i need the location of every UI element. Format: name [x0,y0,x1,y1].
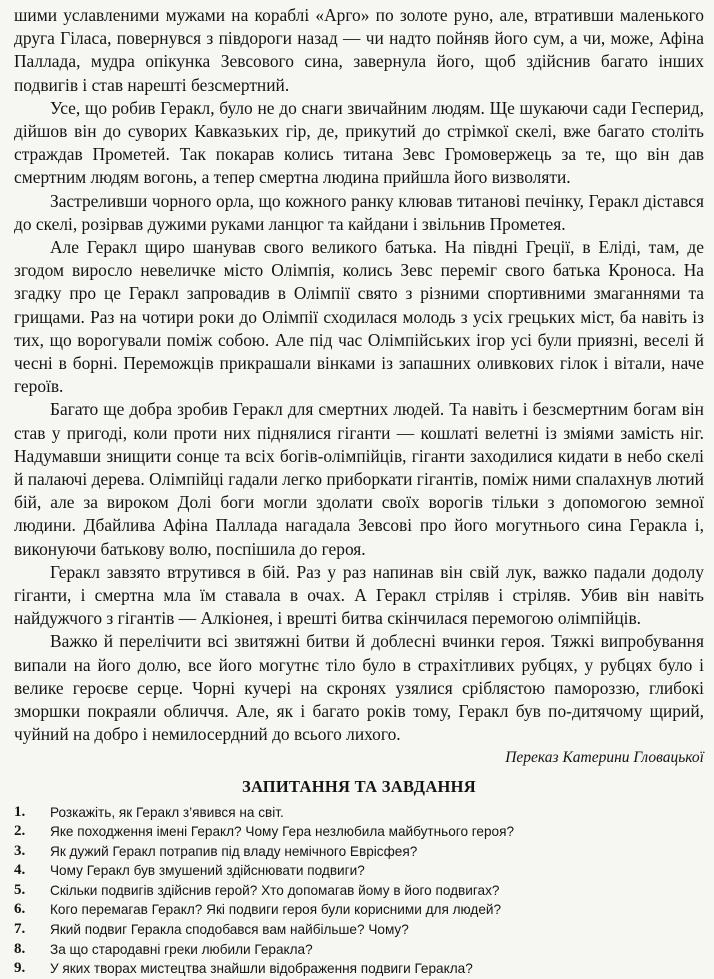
paragraph: Застреливши чорного орла, що кожного ранку клював титанові печінку, Геракл дістався до скелі, розірвав дужими руками ланцюг та кайдани і звільнив Прометея. [14,190,704,234]
section-title: ЗАПИТАННЯ ТА ЗАВДАННЯ [241,776,477,796]
question-number: 4. [14,862,26,879]
question-number: 8. [14,940,26,957]
question-number: 3. [14,842,26,859]
paragraph: Усе, що робив Геракл, було не до снаги звичайним людям. Ще шукаючи сади Гесперид, дійшов він до суворих Кавказьких гір, де, прикутий до стрімкої скелі, вже багато століть страждав Прометей. Так покарав колись титана Зевс Громовержець за те, що він дав смертним людям вогонь, а тепер смертна людина прийшла його визволяти. [14,97,704,188]
paragraph: Важко й перелічити всі звитяжні битви й доблесні вчинки героя. Тяжкі випробування випали на його долю, все його могутнє тіло було в страхітливих рубцях, у рубцях було і велике героєве серце. Чорні кучері на скронях узялися сріблястою памороззю, глибокі зморшки покраяли обличчя. Але, як і багато років тому, Геракл був по-дитячому щирий, чуйний на добро і немилосердний до всього лихого. [14,631,704,745]
question-text: Скільки подвигів здійснив герой? Хто допомагав йому в його подвигах? [50,882,500,898]
question-number: 6. [14,901,26,918]
list-item [14,959,704,979]
question-number: 5. [14,881,26,898]
question-number: 9. [14,960,26,977]
questions-list [14,803,704,979]
list-item [14,940,704,960]
question-text: Як дужий Геракл потрапив під владу немічного Еврісфея? [50,843,418,859]
question-text: Кого перемагав Геракл? Які подвиги героя були корисними для людей? [50,902,502,918]
list-item [14,920,704,940]
paragraph: Але Геракл щиро шанував свого великого батька. На півдні Греції, в Еліді, там, де згодом виросло невеличке місто Олімпія, колись Зевс переміг свого батька Кроноса. На згадку про це Геракл запровадив в Олімпії свято з різними спортивними змаганнями та грищами. Раз на чотири роки до Олімпії сходилася молодь з усіх грецьких міст, ба навіть із тих, що ворогували поміж собою. Але під час Олімпійських ігор усі були приязні, веселі й чесні в борні. Переможців прикрашали вінками із запашних оливкових гілок і вітали, наче героїв. [14,237,704,397]
question-number: 2. [14,823,26,840]
list-item [14,822,704,842]
question-number: 1. [14,803,26,820]
attribution: Переказ Катерини Гловацької [505,748,704,766]
question-text: Який подвиг Геракла сподобався вам найбільше? Чому? [50,922,409,938]
list-item [14,803,704,823]
question-text: Чому Геракл був змушений здійснювати подвиги? [50,863,365,879]
list-item [14,861,704,881]
story-text [14,4,704,747]
list-item [14,842,704,862]
question-text: У яких творах мистецтва знайшли відображення подвиги Геракла? [50,961,473,977]
question-text: За що стародавні греки любили Геракла? [50,941,313,957]
list-item [14,900,704,920]
question-number: 7. [14,921,26,938]
question-text: Яке походження імені Геракл? Чому Гера незлюбила майбутнього героя? [50,824,515,840]
paragraph: Геракл завзято втрутився в бій. Раз у раз напинав він свій лук, важко падали додолу гіганти, і смертна мла їм ставала в очах. А Геракл стріляв і стріляв. Убив він навіть найдужчого з гігантів — Алкіонея, і врешті битва скінчилася перемогою олімпійців. [14,561,704,629]
paragraph: шими уславленими мужами на кораблі «Арго» по золоте руно, але, втративши маленького друга Гіласа, повернувся з півдороги назад — чи надто пойняв його сум, а чи, може, Афіна Паллада, мудра опікунка Зевсового сина, завернула його, щоб здійснив багато інших подвигів і став нарешті безсмертний. [14,5,704,95]
list-item [14,881,704,901]
question-text: Розкажіть, як Геракл з’явився на світ. [50,804,284,820]
paragraph: Багато ще добра зробив Геракл для смертних людей. Та навіть і безсмертним богам він став у пригоді, коли проти них піднялися гіганти — кошлаті велетні із зміями замість ніг. Надумавши знищити сонце та всіх богів-олімпійців, гіганти заходилися кидати в небо скелі й палаючі дерева. Олімпійці гадали легко приборкати гігантів, поміж ними спалахнув лютий бій, але за вироком Долі боги могли здолати своїх ворогів тільки з допомогою земної людини. Дбайлива Афіна Паллада нагадала Зевсові про його могутнього сина Геракла і, виконуючи батькову волю, поспішила до героя. [14,399,704,559]
